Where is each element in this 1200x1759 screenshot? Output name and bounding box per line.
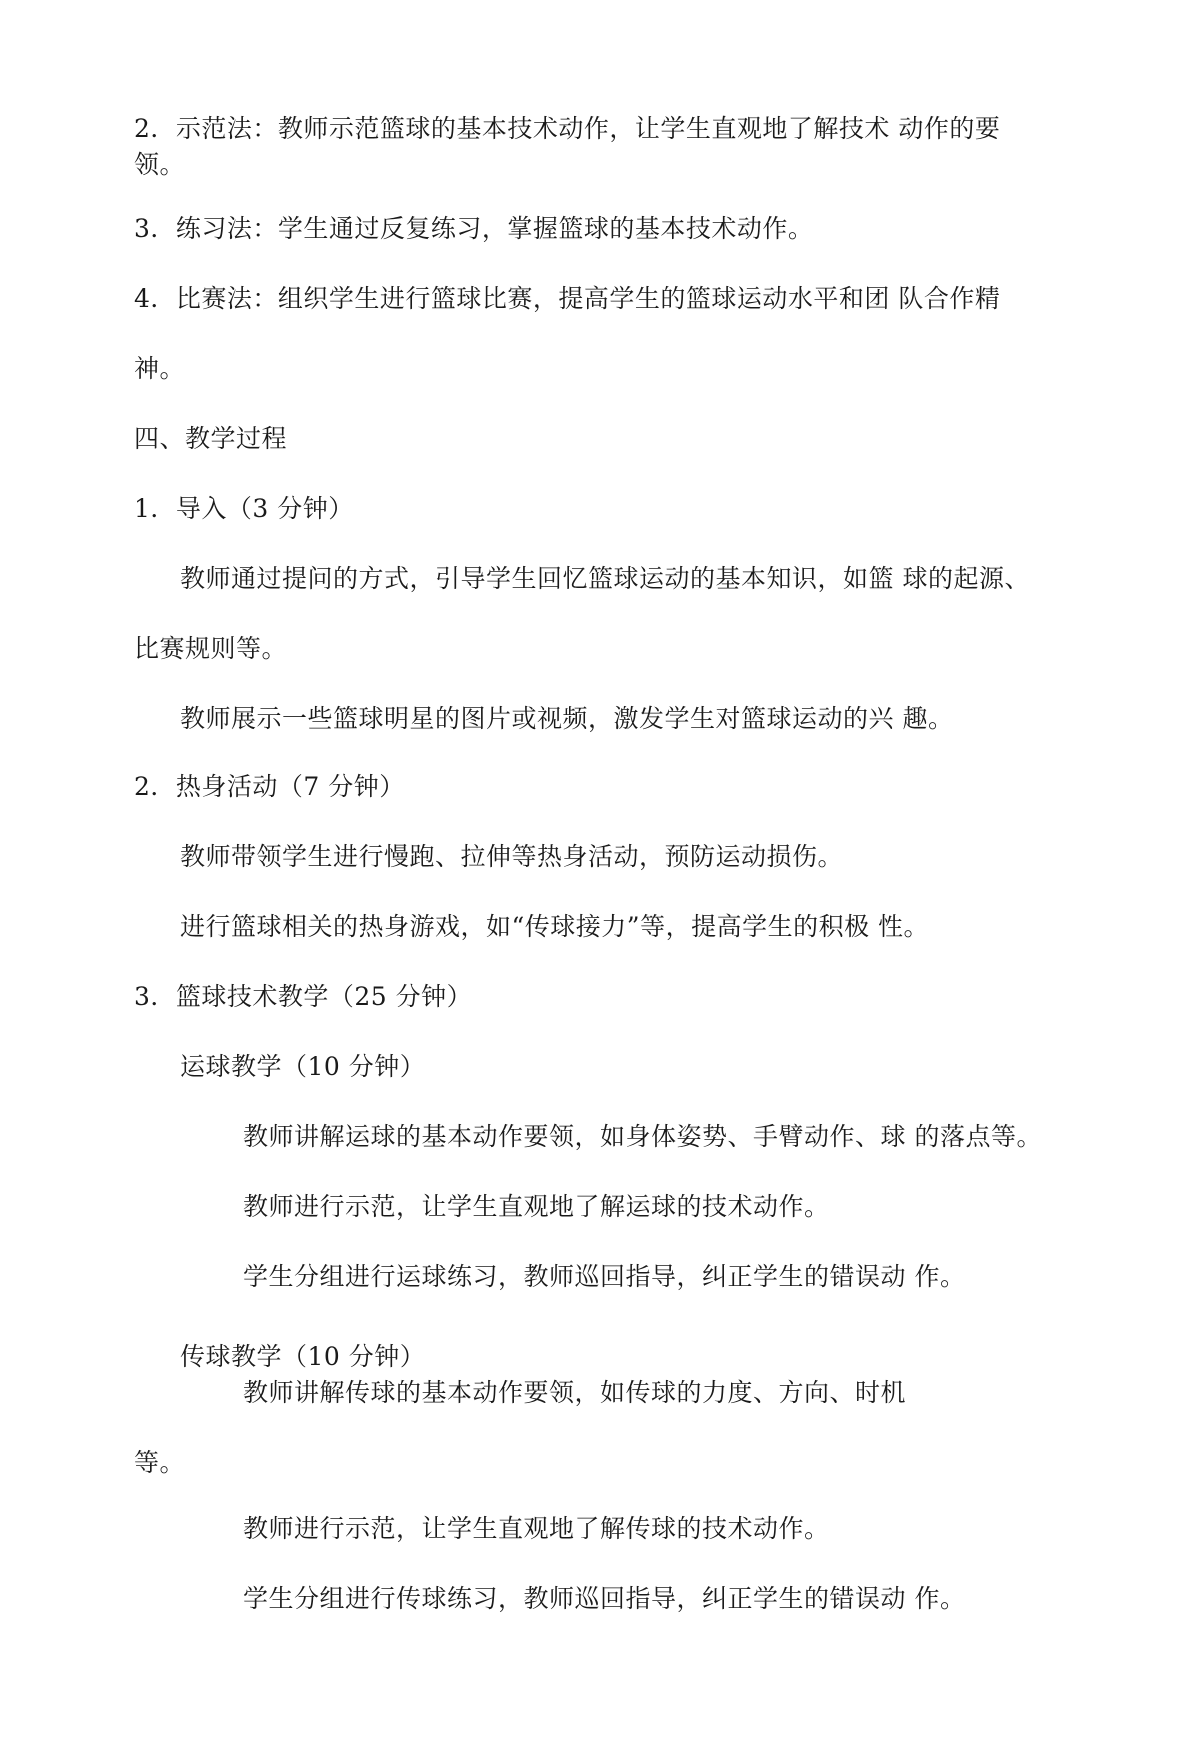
passing-paragraph-1-cont: 等。	[134, 1448, 186, 1477]
method-competition: 4．比赛法：组织学生进行篮球比赛，提高学生的篮球运动水平和团 队合作精	[134, 284, 1001, 313]
passing-paragraph-2: 教师进行示范，让学生直观地了解传球的技术动作。	[243, 1514, 830, 1543]
passing-paragraph-3: 学生分组进行传球练习，教师巡回指导，纠正学生的错误动 作。	[243, 1584, 966, 1613]
section-heading-teaching-process: 四、教学过程	[134, 424, 288, 453]
method-practice: 3．练习法：学生通过反复练习，掌握篮球的基本技术动作。	[134, 214, 814, 243]
dribbling-paragraph-3: 学生分组进行运球练习，教师巡回指导，纠正学生的错误动 作。	[243, 1262, 966, 1291]
warm-up-paragraph-1: 教师带领学生进行慢跑、拉伸等热身活动，预防运动损伤。	[180, 842, 844, 871]
intro-paragraph-2: 教师展示一些篮球明星的图片或视频，激发学生对篮球运动的兴 趣。	[180, 704, 954, 733]
warm-up-paragraph-2: 进行篮球相关的热身游戏，如“传球接力”等，提高学生的积极 性。	[180, 912, 930, 941]
sub-heading-passing: 传球教学（10 分钟）	[180, 1342, 426, 1371]
dribbling-paragraph-2: 教师进行示范，让学生直观地了解运球的技术动作。	[243, 1192, 830, 1221]
method-competition-cont: 神。	[134, 354, 186, 383]
step-warm-up: 2．热身活动（7 分钟）	[134, 772, 405, 801]
intro-paragraph-1: 教师通过提问的方式，引导学生回忆篮球运动的基本知识，如篮 球的起源、	[180, 564, 1030, 593]
intro-paragraph-1-cont: 比赛规则等。	[134, 634, 288, 663]
passing-paragraph-1: 教师讲解传球的基本动作要领，如传球的力度、方向、时机	[243, 1378, 907, 1407]
step-introduction: 1．导入（3 分钟）	[134, 494, 354, 523]
sub-heading-dribbling: 运球教学（10 分钟）	[180, 1052, 426, 1081]
step-technique-teaching: 3．篮球技术教学（25 分钟）	[134, 982, 473, 1011]
dribbling-paragraph-1: 教师讲解运球的基本动作要领，如身体姿势、手臂动作、球 的落点等。	[243, 1122, 1042, 1151]
method-demonstration: 2．示范法：教师示范篮球的基本技术动作，让学生直观地了解技术 动作的要	[134, 114, 1001, 143]
method-demonstration-cont: 领。	[134, 150, 186, 179]
